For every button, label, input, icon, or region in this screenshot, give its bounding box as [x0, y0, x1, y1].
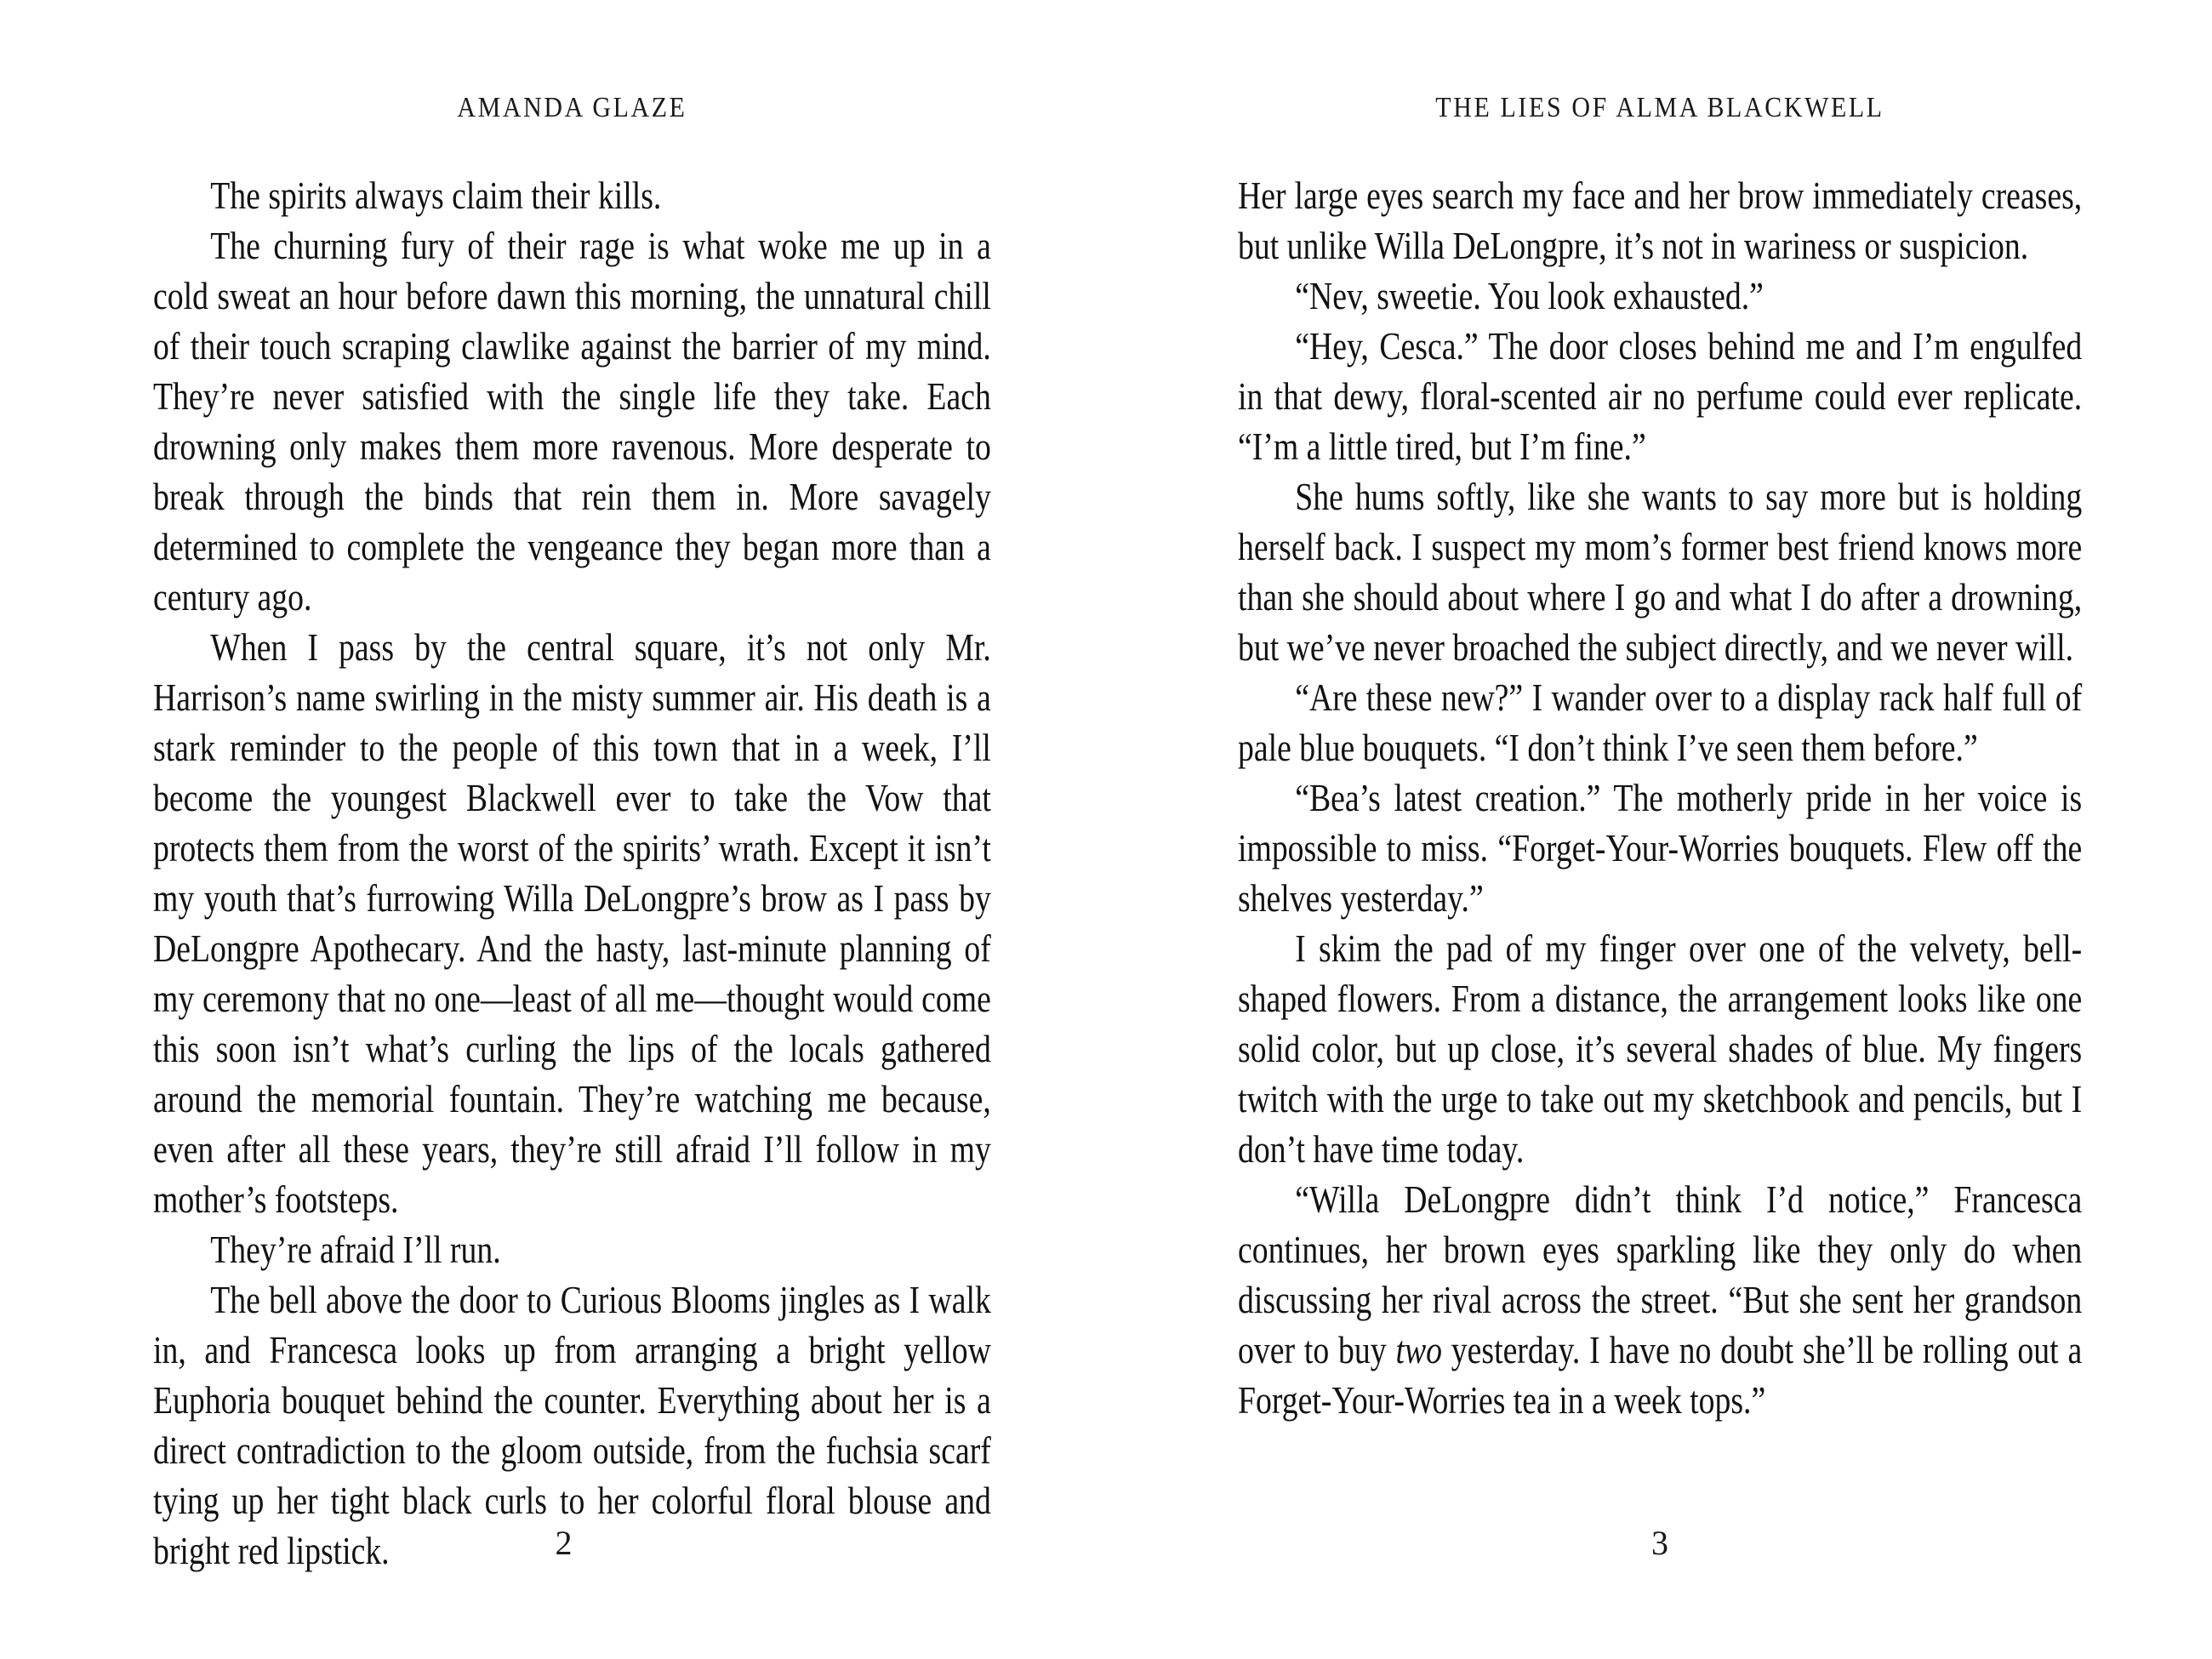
body-paragraph: “Hey, Cesca.” The door closes behind me and I’m engulfed in that dewy, floral-scented air no perfume could ever replicate. “I’m a little tired, but I’m fine.” — [1238, 324, 2083, 468]
page-number-left: 2 — [555, 1524, 573, 1562]
body-paragraph: “Are these new?” I wander over to a display rack half full of pale blue bouquets. “I don’t think I’ve seen them before.” — [1238, 676, 2083, 769]
body-paragraph: I skim the pad of my finger over one of the velvety, bell-shaped flowers. From a distance, the arrangement looks like one solid color, but up close, it’s several shades of blue. My fingers twitch with the urge to take out my sketchbook and pencils, but I don’t have time today. — [1238, 926, 2083, 1171]
body-paragraph: The bell above the door to Curious Blooms jingles as I walk in, and Francesca looks up from arranging a bright yellow Euphoria bouquet behind the counter. Everything about her is a direct contradiction to the gloom outside, from the fuchsia scarf tying up her tight black curls to her colorful floral blouse and bright red lipstick. — [153, 1278, 991, 1572]
body-paragraph: Her large eyes search my face and her brow immediately creases, but unlike Willa DeLongpre, it’s not in wariness or suspicion. — [1238, 174, 2083, 267]
body-paragraph: The spirits always claim their kills. — [210, 174, 662, 217]
left-page-body — [153, 170, 991, 1576]
page-number-right: 3 — [1651, 1524, 1668, 1562]
body-paragraph — [1238, 1174, 2082, 1425]
paragraph-segment-italic: two — [1395, 1328, 1442, 1371]
body-paragraph: When I pass by the central square, it’s not only Mr. Harrison’s name swirling in the misty summer air. His death is a stark reminder to the people of this town that in a week, I’ll become the youngest Blackwell ever to take the Vow that protects them from the worst of the spirits’ wrath. Except it isn’t my youth that’s furrowing Willa DeLongpre’s brow as I pass by DeLongpre Apothecary. And the hasty, last-minute planning of my ceremony that no one—least of all me—thought would come this soon isn’t what’s curling the lips of the locals gathered around the memorial fountain. They’re watching me because, even after all these years, they’re still afraid I’ll follow in my mother’s footsteps. — [153, 625, 991, 1221]
left-page-text-column — [153, 170, 991, 1576]
running-header-author: AMANDA GLAZE — [457, 92, 687, 123]
body-paragraph: The churning fury of their rage is what woke me up in a cold sweat an hour before dawn this morning, the unnatural chill of their touch scraping clawlike against the barrier of my mind. They’re never satisfied with the single life they take. Each drowning only makes them more ravenous. More desperate to break through the binds that rein them in. More savagely determined to complete the vengeance they began more than a century ago. — [153, 224, 991, 619]
body-paragraph: She hums softly, like she wants to say more but is holding herself back. I suspect my mom’s former best friend knows more than she should about where I go and what I do after a drowning, but we’ve never broached the subject directly, and we never will. — [1238, 475, 2083, 669]
right-page-body — [1238, 170, 2082, 1425]
paragraph-segment: “Willa DeLongpre didn’t think I’d notice,” Francesca continues, her brown eyes sparkling like they only do when discussing her rival across the street. “But she sent her grandson over to buy — [1238, 1177, 2083, 1371]
body-paragraph: They’re afraid I’ll run. — [210, 1228, 501, 1271]
right-page-text-column — [1238, 170, 2082, 1425]
body-paragraph: “Nev, sweetie. You look exhausted.” — [1295, 274, 1764, 317]
paragraph-segment: yesterday. I have no doubt she’ll be rolling out a Forget-Your-Worries tea in a week tops.” — [1238, 1328, 2083, 1422]
running-header-book-title: THE LIES OF ALMA BLACKWELL — [1435, 92, 1884, 123]
body-paragraph: “Bea’s latest creation.” The motherly pride in her voice is impossible to miss. “Forget-Your-Worries bouquets. Flew off the shelves yesterday.” — [1238, 776, 2083, 920]
